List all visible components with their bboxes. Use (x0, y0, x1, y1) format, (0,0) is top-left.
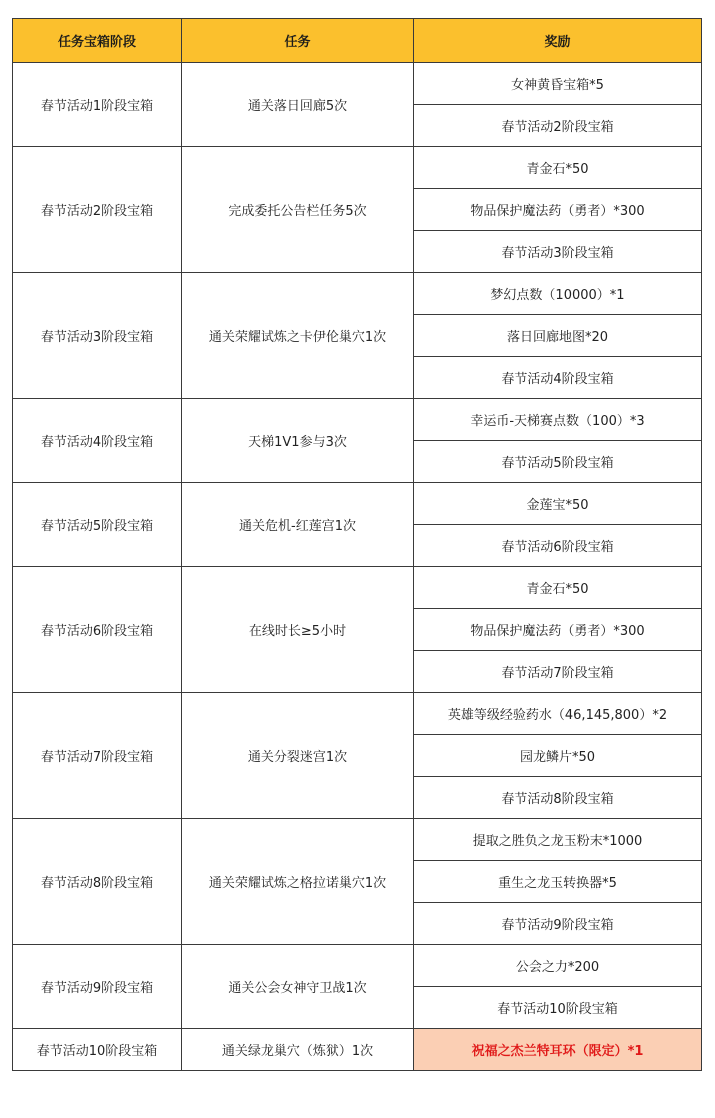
reward-cell: 英雄等级经验药水（46,145,800）*2 (414, 693, 702, 735)
task-cell: 天梯1V1参与3次 (182, 399, 414, 483)
reward-cell: 春节活动8阶段宝箱 (414, 777, 702, 819)
task-cell: 通关分裂迷宫1次 (182, 693, 414, 819)
table-row (13, 819, 702, 861)
stage-cell: 春节活动7阶段宝箱 (13, 693, 182, 819)
task-cell: 通关荣耀试炼之卡伊伦巢穴1次 (182, 273, 414, 399)
table-row (13, 693, 702, 735)
stage-cell: 春节活动6阶段宝箱 (13, 567, 182, 693)
reward-cell: 春节活动2阶段宝箱 (414, 105, 702, 147)
task-cell: 完成委托公告栏任务5次 (182, 147, 414, 273)
reward-cell: 春节活动7阶段宝箱 (414, 651, 702, 693)
reward-cell: 春节活动6阶段宝箱 (414, 525, 702, 567)
table-body (13, 63, 702, 1071)
reward-cell: 春节活动9阶段宝箱 (414, 903, 702, 945)
task-cell: 在线时长≥5小时 (182, 567, 414, 693)
reward-cell: 公会之力*200 (414, 945, 702, 987)
task-cell: 通关危机-红莲宫1次 (182, 483, 414, 567)
task-cell: 通关荣耀试炼之格拉诺巢穴1次 (182, 819, 414, 945)
table-row (13, 483, 702, 525)
task-cell: 通关绿龙巢穴（炼狱）1次 (182, 1029, 414, 1071)
task-cell: 通关公会女神守卫战1次 (182, 945, 414, 1029)
reward-cell: 园龙鳞片*50 (414, 735, 702, 777)
header-reward: 奖励 (414, 19, 702, 63)
table-row (13, 945, 702, 987)
stage-cell: 春节活动8阶段宝箱 (13, 819, 182, 945)
reward-cell: 女神黄昏宝箱*5 (414, 63, 702, 105)
table-row (13, 399, 702, 441)
reward-cell: 重生之龙玉转换器*5 (414, 861, 702, 903)
reward-cell: 梦幻点数（10000）*1 (414, 273, 702, 315)
stage-cell: 春节活动3阶段宝箱 (13, 273, 182, 399)
reward-cell: 金莲宝*50 (414, 483, 702, 525)
reward-cell-highlight: 祝福之杰兰特耳环（限定）*1 (414, 1029, 702, 1071)
table-row (13, 147, 702, 189)
table-row (13, 63, 702, 105)
table-header-row (13, 19, 702, 63)
header-stage: 任务宝箱阶段 (13, 19, 182, 63)
reward-cell: 物品保护魔法药（勇者）*300 (414, 189, 702, 231)
rewards-table (12, 18, 702, 1071)
reward-cell: 春节活动3阶段宝箱 (414, 231, 702, 273)
stage-cell: 春节活动9阶段宝箱 (13, 945, 182, 1029)
stage-cell: 春节活动10阶段宝箱 (13, 1029, 182, 1071)
reward-cell: 落日回廊地图*20 (414, 315, 702, 357)
table-row (13, 567, 702, 609)
stage-cell: 春节活动5阶段宝箱 (13, 483, 182, 567)
reward-cell: 春节活动10阶段宝箱 (414, 987, 702, 1029)
reward-cell: 物品保护魔法药（勇者）*300 (414, 609, 702, 651)
reward-cell: 青金石*50 (414, 147, 702, 189)
stage-cell: 春节活动1阶段宝箱 (13, 63, 182, 147)
table-row (13, 273, 702, 315)
task-cell: 通关落日回廊5次 (182, 63, 414, 147)
reward-cell: 春节活动5阶段宝箱 (414, 441, 702, 483)
stage-cell: 春节活动4阶段宝箱 (13, 399, 182, 483)
reward-cell: 春节活动4阶段宝箱 (414, 357, 702, 399)
reward-cell: 幸运币-天梯赛点数（100）*3 (414, 399, 702, 441)
table-row (13, 1029, 702, 1071)
reward-cell: 提取之胜负之龙玉粉末*1000 (414, 819, 702, 861)
reward-cell: 青金石*50 (414, 567, 702, 609)
header-task: 任务 (182, 19, 414, 63)
stage-cell: 春节活动2阶段宝箱 (13, 147, 182, 273)
